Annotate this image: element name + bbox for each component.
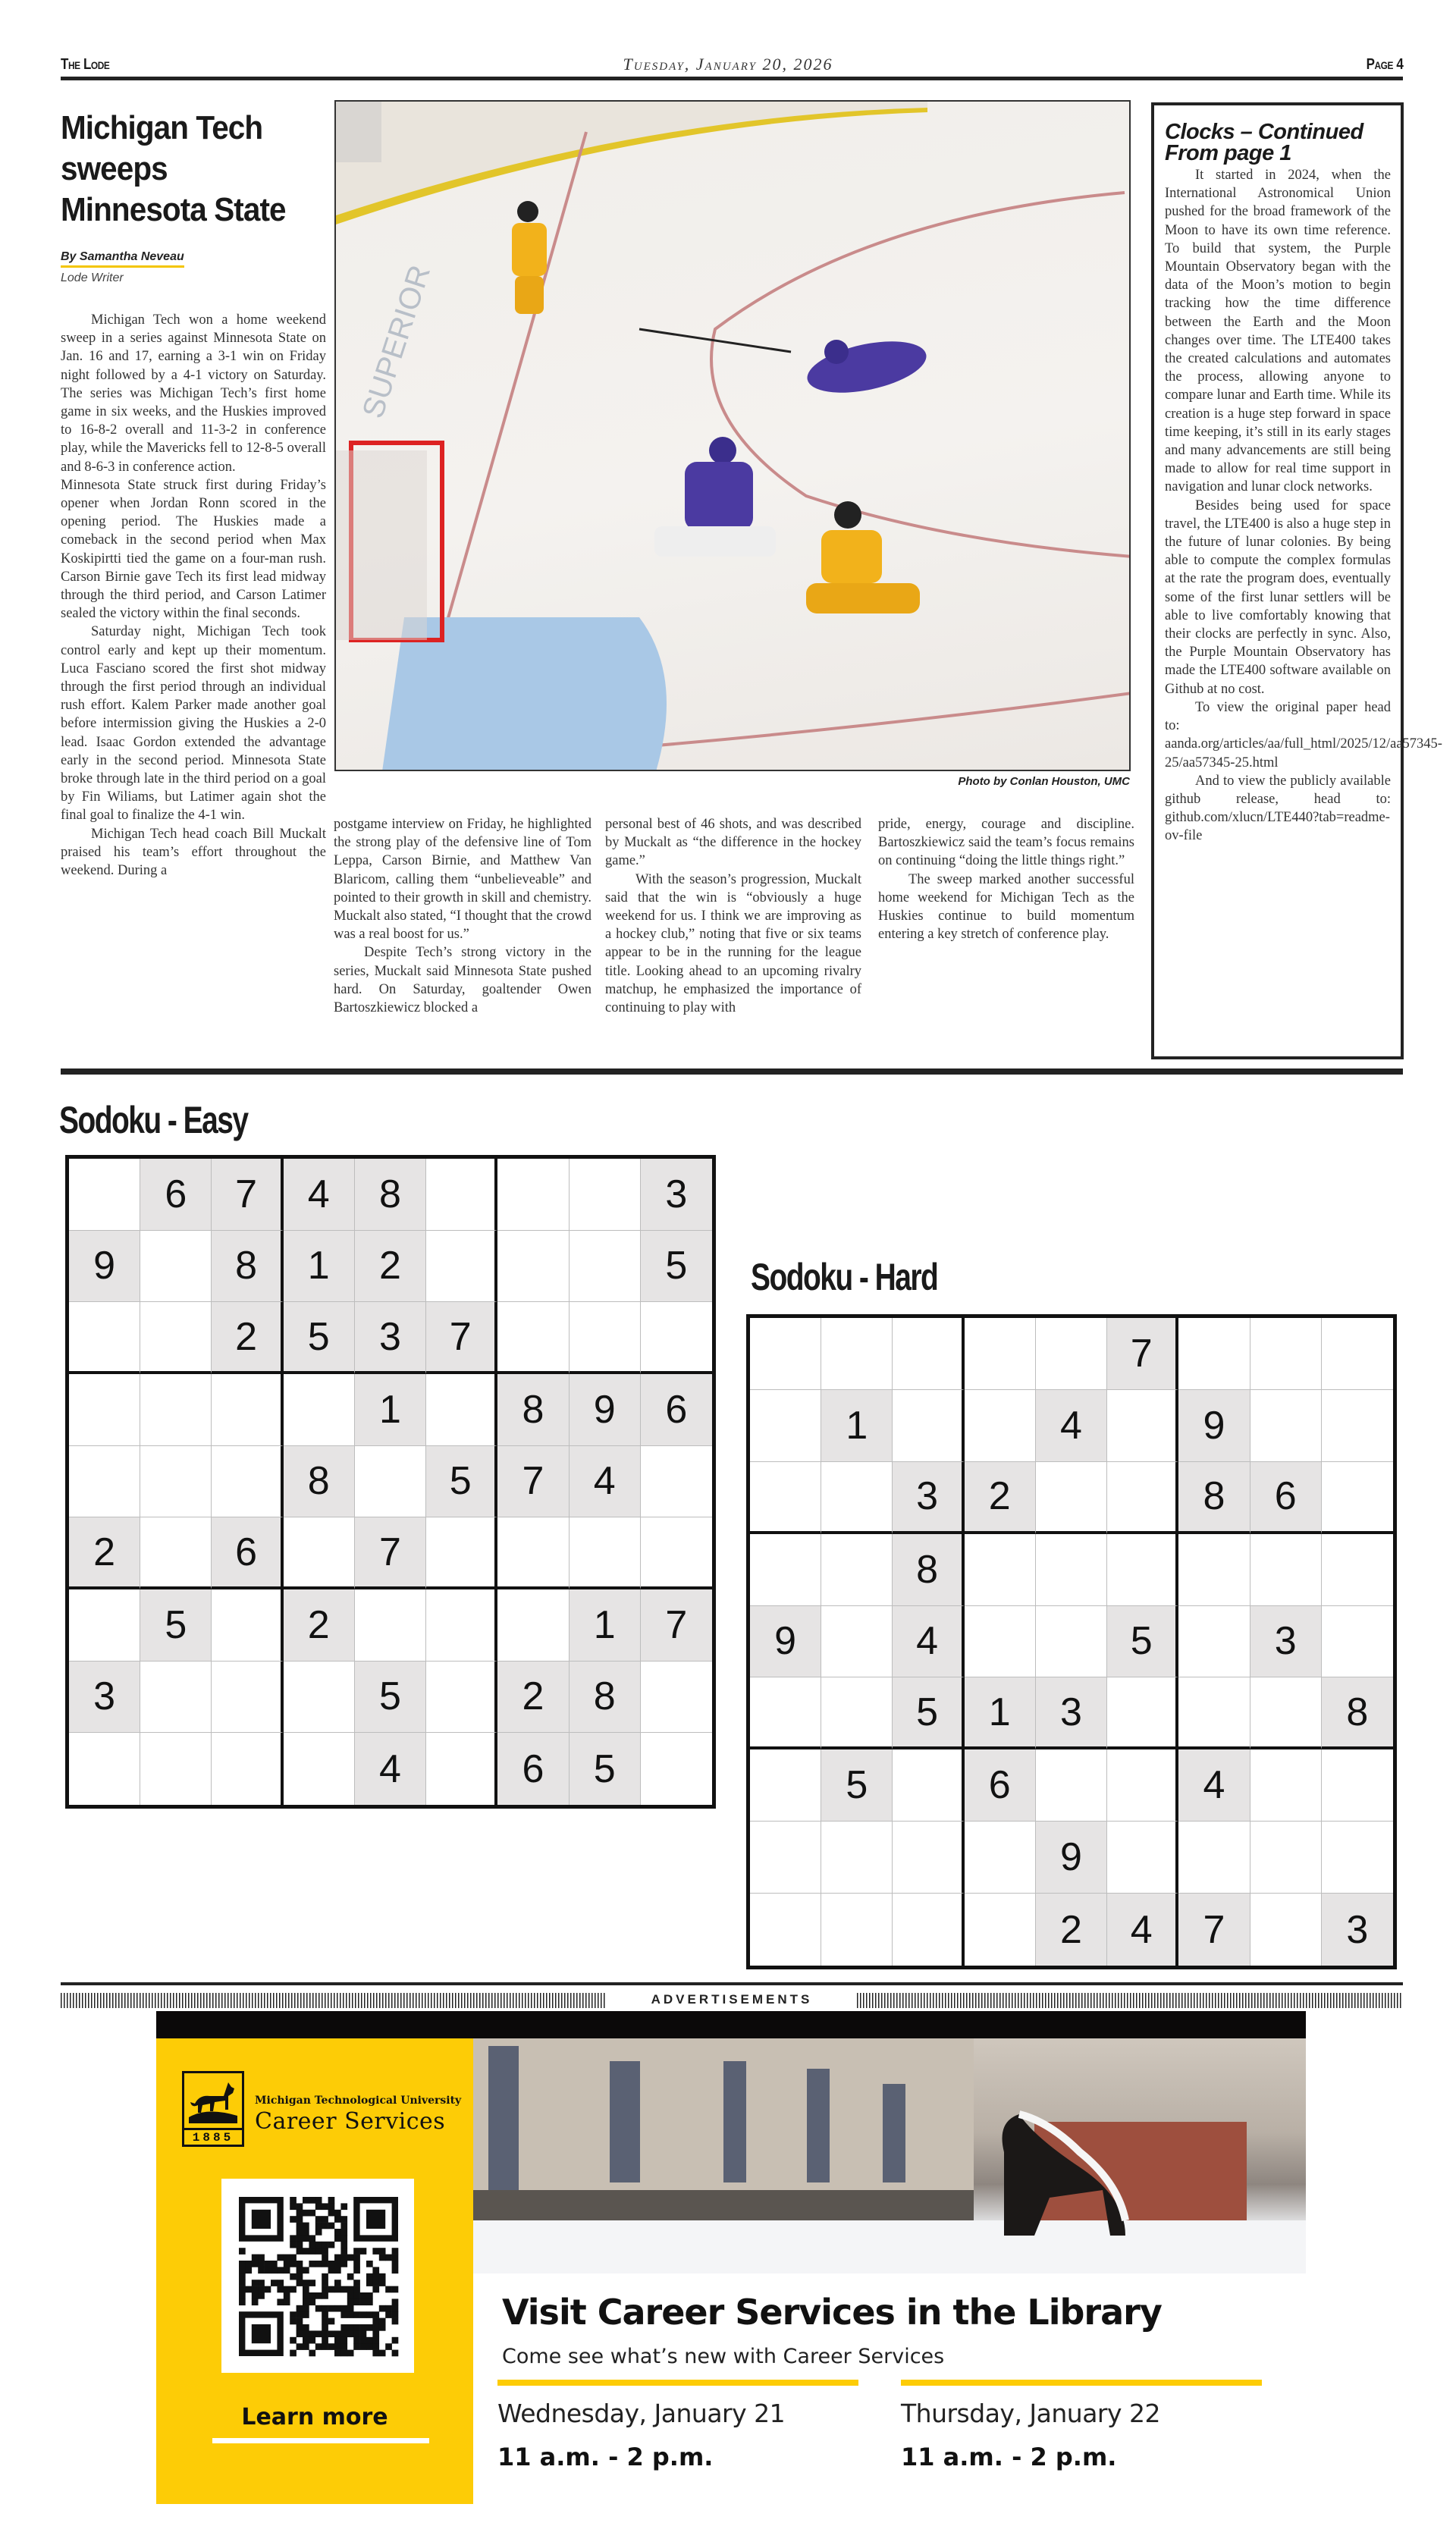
sudoku-empty-cell[interactable]: [1250, 1822, 1322, 1894]
paragraph: And to view the publicly available github release, head to: github.com/xlucn/LTE440?tab=readme-ov-file: [1165, 773, 1391, 844]
sudoku-given-cell: 9: [570, 1374, 641, 1446]
sudoku-empty-cell[interactable]: [1178, 1534, 1250, 1606]
sudoku-empty-cell[interactable]: [641, 1733, 712, 1805]
sudoku-empty-cell[interactable]: [212, 1374, 283, 1446]
paragraph: With the season’s progression, Muckalt said that the win is “obviously a huge weekend for us. I think we are improving as a hockey club,” noting that five or six teams appear to be in the running for the league title. Looking ahead to an upcoming rivalry matchup, he emphasized the importance of continuing to play with: [605, 871, 861, 1016]
sudoku-empty-cell[interactable]: [69, 1589, 140, 1662]
sudoku-empty-cell[interactable]: [355, 1589, 426, 1662]
sudoku-empty-cell[interactable]: [426, 1374, 497, 1446]
paragraph: To view the original paper head to: aanda.org/articles/aa/full_html/2025/12/aa57345-25/aa57345-25.html: [1165, 699, 1442, 770]
ad-top-bar: [156, 2011, 1306, 2038]
library-husky-photo: [473, 2038, 1306, 2273]
sudoku-given-cell: 3: [893, 1462, 964, 1534]
sudoku-empty-cell[interactable]: [821, 1894, 893, 1966]
sudoku-given-cell: 5: [140, 1589, 212, 1662]
sudoku-given-cell: 3: [1250, 1606, 1322, 1678]
husky-silhouette-icon: [184, 2073, 242, 2123]
sudoku-empty-cell[interactable]: [1107, 1749, 1178, 1822]
sudoku-empty-cell[interactable]: [284, 1662, 355, 1734]
sudoku-empty-cell[interactable]: [140, 1446, 212, 1518]
paragraph: Minnesota State struck first during Friday’s opener when Jordan Ronn scored in the opening period. The Huskies made a comeback in the second period when Max Koskipirtti tied the game on a four-man rush. Carson Birnie gave Tech its first lead midway through the third period, and Carson Latimer sealed the victory within the final seconds.: [61, 477, 326, 622]
sudoku-empty-cell[interactable]: [212, 1733, 283, 1805]
sudoku-empty-cell[interactable]: [1322, 1534, 1393, 1606]
sudoku-empty-cell[interactable]: [1178, 1318, 1250, 1390]
article-column-3: [605, 815, 861, 1017]
sudoku-empty-cell[interactable]: [821, 1462, 893, 1534]
sudoku-empty-cell[interactable]: [69, 1159, 140, 1231]
sudoku-empty-cell[interactable]: [1107, 1390, 1178, 1462]
sudoku-empty-cell[interactable]: [1107, 1822, 1178, 1894]
sudoku-empty-cell[interactable]: [821, 1606, 893, 1678]
sudoku-empty-cell[interactable]: [212, 1589, 283, 1662]
article-column-4: [878, 815, 1134, 943]
sudoku-given-cell: 3: [641, 1159, 712, 1231]
sudoku-empty-cell[interactable]: [641, 1517, 712, 1589]
sudoku-empty-cell[interactable]: [893, 1318, 964, 1390]
sudoku-given-cell: 2: [355, 1231, 426, 1303]
photo-caption: Photo by Conlan Houston, UMC: [958, 775, 1130, 788]
sudoku-given-cell: 6: [965, 1749, 1036, 1822]
event-2-date: Thursday, January 22: [901, 2399, 1161, 2428]
sudoku-empty-cell[interactable]: [821, 1677, 893, 1749]
sudoku-empty-cell[interactable]: [69, 1446, 140, 1518]
sudoku-given-cell: 1: [821, 1390, 893, 1462]
sudoku-empty-cell[interactable]: [212, 1446, 283, 1518]
sudoku-given-cell: 5: [893, 1677, 964, 1749]
sudoku-empty-cell[interactable]: [1250, 1318, 1322, 1390]
sudoku-empty-cell[interactable]: [570, 1517, 641, 1589]
sudoku-empty-cell[interactable]: [140, 1374, 212, 1446]
sudoku-empty-cell[interactable]: [750, 1822, 821, 1894]
ad-subheadline: Come see what’s new with Career Services: [502, 2345, 945, 2368]
sudoku-empty-cell[interactable]: [1250, 1534, 1322, 1606]
university-name: Michigan Technological University: [255, 2095, 462, 2107]
masthead-rule: [61, 77, 1403, 80]
sudoku-given-cell: 8: [1178, 1462, 1250, 1534]
paragraph: personal best of 46 shots, and was described by Muckalt as “the difference in the hockey game.”: [605, 817, 861, 869]
sudoku-empty-cell[interactable]: [140, 1733, 212, 1805]
sudoku-given-cell: 6: [1250, 1462, 1322, 1534]
sudoku-given-cell: 4: [284, 1159, 355, 1231]
sudoku-given-cell: 2: [69, 1517, 140, 1589]
sudoku-given-cell: 1: [284, 1231, 355, 1303]
sudoku-given-cell: 7: [641, 1589, 712, 1662]
sudoku-given-cell: 1: [965, 1677, 1036, 1749]
sudoku-given-cell: 6: [641, 1374, 712, 1446]
sudoku-given-cell: 4: [1178, 1749, 1250, 1822]
sudoku-empty-cell[interactable]: [893, 1894, 964, 1966]
sudoku-empty-cell[interactable]: [570, 1159, 641, 1231]
paragraph: Michigan Tech head coach Bill Muckalt praised his team’s effort throughout the weekend. During a: [61, 826, 326, 879]
sudoku-empty-cell[interactable]: [893, 1822, 964, 1894]
sudoku-hard-title: Sodoku - Hard: [751, 1256, 938, 1298]
sudoku-empty-cell[interactable]: [1036, 1749, 1107, 1822]
sudoku-empty-cell[interactable]: [497, 1589, 569, 1662]
logo-year: 1885: [184, 2128, 242, 2145]
qr-code[interactable]: [221, 2179, 414, 2373]
sudoku-empty-cell[interactable]: [750, 1677, 821, 1749]
sudoku-hard-grid: [746, 1314, 1397, 1969]
sudoku-given-cell: 9: [69, 1231, 140, 1303]
ad-headline: Visit Career Services in the Library: [502, 2292, 1162, 2333]
sudoku-given-cell: 3: [1036, 1677, 1107, 1749]
sudoku-empty-cell[interactable]: [750, 1894, 821, 1966]
sudoku-given-cell: 4: [355, 1733, 426, 1805]
sudoku-empty-cell[interactable]: [426, 1517, 497, 1589]
sudoku-empty-cell[interactable]: [821, 1318, 893, 1390]
paragraph: Despite Tech’s strong victory in the series, Muckalt said Minnesota State pushed hard. On Saturday, goaltender Owen Bartoszkiewicz blocked a: [334, 945, 592, 1016]
sudoku-empty-cell[interactable]: [750, 1318, 821, 1390]
sudoku-empty-cell[interactable]: [69, 1733, 140, 1805]
sudoku-given-cell: 4: [1036, 1390, 1107, 1462]
hockey-photo: [334, 100, 1131, 771]
sudoku-given-cell: 7: [1178, 1894, 1250, 1966]
sudoku-given-cell: 9: [750, 1606, 821, 1678]
paragraph: Michigan Tech won a home weekend sweep in a series against Minnesota State on Jan. 16 and 17, earning a 3-1 win on Friday night followed by a 4-1 victory on Saturday. The series was Michigan Tech’s first home game in six weeks, and the Huskies improved to 16-8-2 overall and 11-3-2 in conference play, while the Mavericks fell to 12-8-5 overall and 8-6-3 in conference action.: [61, 312, 326, 475]
sudoku-given-cell: 8: [570, 1662, 641, 1734]
sudoku-empty-cell[interactable]: [426, 1231, 497, 1303]
sudoku-empty-cell[interactable]: [750, 1534, 821, 1606]
sudoku-given-cell: 6: [140, 1159, 212, 1231]
sudoku-empty-cell[interactable]: [1107, 1534, 1178, 1606]
sudoku-empty-cell[interactable]: [965, 1390, 1036, 1462]
learn-more-button[interactable]: Learn more: [241, 2404, 388, 2430]
event-1-time: 11 a.m. - 2 p.m.: [497, 2443, 714, 2471]
sudoku-empty-cell[interactable]: [1036, 1318, 1107, 1390]
sudoku-given-cell: 5: [284, 1302, 355, 1374]
sudoku-empty-cell[interactable]: [1322, 1462, 1393, 1534]
event-2-time: 11 a.m. - 2 p.m.: [901, 2443, 1117, 2471]
sudoku-empty-cell[interactable]: [1250, 1894, 1322, 1966]
ads-bars-right: [857, 1993, 1403, 2008]
sudoku-empty-cell[interactable]: [1322, 1318, 1393, 1390]
sudoku-given-cell: 4: [1107, 1894, 1178, 1966]
sudoku-given-cell: 2: [965, 1462, 1036, 1534]
sudoku-empty-cell[interactable]: [497, 1159, 569, 1231]
sudoku-empty-cell[interactable]: [426, 1159, 497, 1231]
player-gold-2: [806, 501, 920, 613]
paragraph: Besides being used for space travel, the LTE400 is also a huge step in the future of lunar colonies. By being able to compute the complex formulas at the rate the program does, eventually some of the first lunar settlers will be able to live comfortably knowing that their clocks are perfectly in sync. Also, the Purple Mountain Observatory has made the LTE400 software available on Github at no cost.: [1165, 497, 1391, 697]
sudoku-given-cell: 5: [821, 1749, 893, 1822]
paragraph: pride, energy, courage and discipline. Bartoszkiewicz said the team’s focus remains on continuing “doing the little things right.”: [878, 817, 1134, 869]
sudoku-given-cell: 7: [212, 1159, 283, 1231]
sudoku-empty-cell[interactable]: [140, 1517, 212, 1589]
sudoku-empty-cell[interactable]: [140, 1231, 212, 1303]
sudoku-empty-cell[interactable]: [965, 1894, 1036, 1966]
sudoku-empty-cell[interactable]: [893, 1749, 964, 1822]
library-photo-icon: [473, 2038, 1306, 2273]
ads-bars-left: [61, 1993, 607, 2008]
sudoku-given-cell: 6: [497, 1733, 569, 1805]
sudoku-empty-cell[interactable]: [641, 1662, 712, 1734]
page-number: Page 4: [1366, 56, 1403, 73]
sudoku-given-cell: 9: [1178, 1390, 1250, 1462]
sudoku-empty-cell[interactable]: [965, 1822, 1036, 1894]
sudoku-given-cell: 5: [355, 1662, 426, 1734]
sudoku-given-cell: 8: [1322, 1677, 1393, 1749]
issue-date: Tuesday, January 20, 2026: [623, 55, 833, 74]
sudoku-empty-cell[interactable]: [284, 1374, 355, 1446]
sudoku-empty-cell[interactable]: [1107, 1462, 1178, 1534]
sudoku-empty-cell[interactable]: [1178, 1606, 1250, 1678]
sudoku-empty-cell[interactable]: [140, 1302, 212, 1374]
article-column-1: [61, 311, 326, 880]
sudoku-empty-cell[interactable]: [355, 1446, 426, 1518]
paragraph: Saturday night, Michigan Tech took control early and kept up their momentum. Luca Fasciano scored the first shot midway through the first period through an individual rush effort. Kalem Parker made another goal before intermission giving the Huskies a 2-0 lead. Isaac Gordon extended the advantage early in the second period. Minnesota State broke through late in the third period on a goal by Fin Wiliams, but Latimer again shot the final goal to finalize the 4-1 win.: [61, 624, 326, 824]
sudoku-empty-cell[interactable]: [965, 1534, 1036, 1606]
sudoku-empty-cell[interactable]: [284, 1517, 355, 1589]
player-gold-1: [512, 201, 547, 314]
event-1-rule: [497, 2380, 858, 2386]
ads-rule: [61, 1982, 1403, 1985]
sudoku-given-cell: 2: [284, 1589, 355, 1662]
sudoku-given-cell: 8: [212, 1231, 283, 1303]
article-headline: Michigan Tech sweeps Minnesota State: [61, 109, 286, 228]
sudoku-given-cell: 2: [1036, 1894, 1107, 1966]
sidebar-body: [1165, 166, 1442, 846]
sudoku-empty-cell[interactable]: [426, 1589, 497, 1662]
learn-more-underline: [212, 2438, 429, 2443]
sudoku-empty-cell[interactable]: [1036, 1462, 1107, 1534]
department-name: Career Services: [255, 2108, 446, 2135]
sudoku-given-cell: 7: [1107, 1318, 1178, 1390]
sudoku-empty-cell[interactable]: [965, 1318, 1036, 1390]
sudoku-given-cell: 8: [893, 1534, 964, 1606]
sudoku-given-cell: 1: [355, 1374, 426, 1446]
paragraph: The sweep marked another successful home weekend for Michigan Tech as the Huskies continue to build momentum entering a key stretch of conference play.: [878, 871, 1134, 943]
sudoku-empty-cell[interactable]: [1250, 1677, 1322, 1749]
sudoku-empty-cell[interactable]: [821, 1534, 893, 1606]
sudoku-given-cell: 7: [355, 1517, 426, 1589]
sudoku-easy-grid: [65, 1155, 716, 1809]
sudoku-empty-cell[interactable]: [1178, 1822, 1250, 1894]
sudoku-empty-cell[interactable]: [1322, 1606, 1393, 1678]
sudoku-given-cell: 6: [212, 1517, 283, 1589]
sudoku-given-cell: 5: [1107, 1606, 1178, 1678]
sudoku-empty-cell[interactable]: [1322, 1749, 1393, 1822]
sudoku-given-cell: 5: [641, 1231, 712, 1303]
sudoku-given-cell: 7: [497, 1446, 569, 1518]
event-2-rule: [901, 2380, 1262, 2386]
paper-name: The Lode: [61, 56, 110, 73]
sudoku-given-cell: 8: [284, 1446, 355, 1518]
sudoku-empty-cell[interactable]: [570, 1302, 641, 1374]
sudoku-given-cell: 8: [497, 1374, 569, 1446]
event-1-date: Wednesday, January 21: [497, 2399, 786, 2428]
byline-role: Lode Writer: [61, 271, 124, 284]
sudoku-given-cell: 4: [570, 1446, 641, 1518]
sudoku-empty-cell[interactable]: [641, 1302, 712, 1374]
sudoku-given-cell: 3: [1322, 1894, 1393, 1966]
sudoku-given-cell: 2: [497, 1662, 569, 1734]
sidebar-title: Clocks – Continued From page 1: [1165, 120, 1363, 165]
sudoku-empty-cell[interactable]: [1250, 1390, 1322, 1462]
sudoku-empty-cell[interactable]: [1036, 1534, 1107, 1606]
sudoku-empty-cell[interactable]: [284, 1733, 355, 1805]
section-rule: [61, 1068, 1403, 1075]
sudoku-empty-cell[interactable]: [212, 1662, 283, 1734]
sudoku-given-cell: 8: [355, 1159, 426, 1231]
sudoku-empty-cell[interactable]: [1107, 1677, 1178, 1749]
sudoku-easy-title: Sodoku - Easy: [59, 1099, 248, 1141]
paragraph: It started in 2024, when the International Astronomical Union pushed for the broad framework of the Moon to have its own time reference. To build that system, the Purple Mountain Observatory began with the data of the Moon’s motion to begin tracking how the time difference between the Earth and the Moon changes over time. The LTE400 takes the created calculations and automates the process, allowing anyone to compare lunar and Earth time. While its creation is a huge step forward in space time keeping, it’s still in its early stages and many advancements are still being made to allow for real time support in navigation and lunar clock networks.: [1165, 168, 1391, 495]
paragraph: postgame interview on Friday, he highlighted the strong play of the defensive line of Tom Leppa, Carson Birnie, and Matthew Van Blaricom, calling them “unbelieveable” and pointed to their growth in skill and chemistry. Muckalt also stated, “I thought that the crowd was a real boost for us.”: [334, 817, 592, 943]
sudoku-given-cell: 7: [426, 1302, 497, 1374]
sponsor-logo: SUPERIOR: [356, 261, 438, 422]
sudoku-given-cell: 5: [426, 1446, 497, 1518]
sudoku-empty-cell[interactable]: [750, 1749, 821, 1822]
sudoku-empty-cell[interactable]: [570, 1231, 641, 1303]
qr-code-icon[interactable]: [221, 2179, 414, 2373]
sudoku-empty-cell[interactable]: [69, 1374, 140, 1446]
article-column-2: [334, 815, 592, 1017]
sudoku-empty-cell[interactable]: [1036, 1606, 1107, 1678]
sudoku-empty-cell[interactable]: [497, 1302, 569, 1374]
sudoku-empty-cell[interactable]: [893, 1390, 964, 1462]
sudoku-empty-cell[interactable]: [1322, 1390, 1393, 1462]
sudoku-empty-cell[interactable]: [426, 1733, 497, 1805]
sudoku-empty-cell[interactable]: [1178, 1677, 1250, 1749]
sudoku-given-cell: 9: [1036, 1822, 1107, 1894]
sudoku-empty-cell[interactable]: [750, 1390, 821, 1462]
sudoku-given-cell: 1: [570, 1589, 641, 1662]
sudoku-given-cell: 3: [69, 1662, 140, 1734]
sudoku-empty-cell[interactable]: [821, 1822, 893, 1894]
player-purple-1: [639, 329, 930, 402]
sudoku-empty-cell[interactable]: [641, 1446, 712, 1518]
sudoku-given-cell: 2: [212, 1302, 283, 1374]
sudoku-empty-cell[interactable]: [140, 1662, 212, 1734]
sudoku-empty-cell[interactable]: [750, 1462, 821, 1534]
sudoku-empty-cell[interactable]: [497, 1231, 569, 1303]
sudoku-empty-cell[interactable]: [497, 1517, 569, 1589]
ads-section-label: ADVERTISEMENTS: [651, 1992, 813, 2007]
sudoku-empty-cell[interactable]: [965, 1606, 1036, 1678]
sudoku-empty-cell[interactable]: [1322, 1822, 1393, 1894]
byline: By Samantha Neveau: [61, 250, 184, 268]
sudoku-given-cell: 3: [355, 1302, 426, 1374]
sudoku-given-cell: 4: [893, 1606, 964, 1678]
hockey-photo-icon: [336, 102, 1131, 771]
sudoku-given-cell: 5: [570, 1733, 641, 1805]
sudoku-empty-cell[interactable]: [69, 1302, 140, 1374]
sudoku-empty-cell[interactable]: [426, 1662, 497, 1734]
sudoku-empty-cell[interactable]: [1250, 1749, 1322, 1822]
